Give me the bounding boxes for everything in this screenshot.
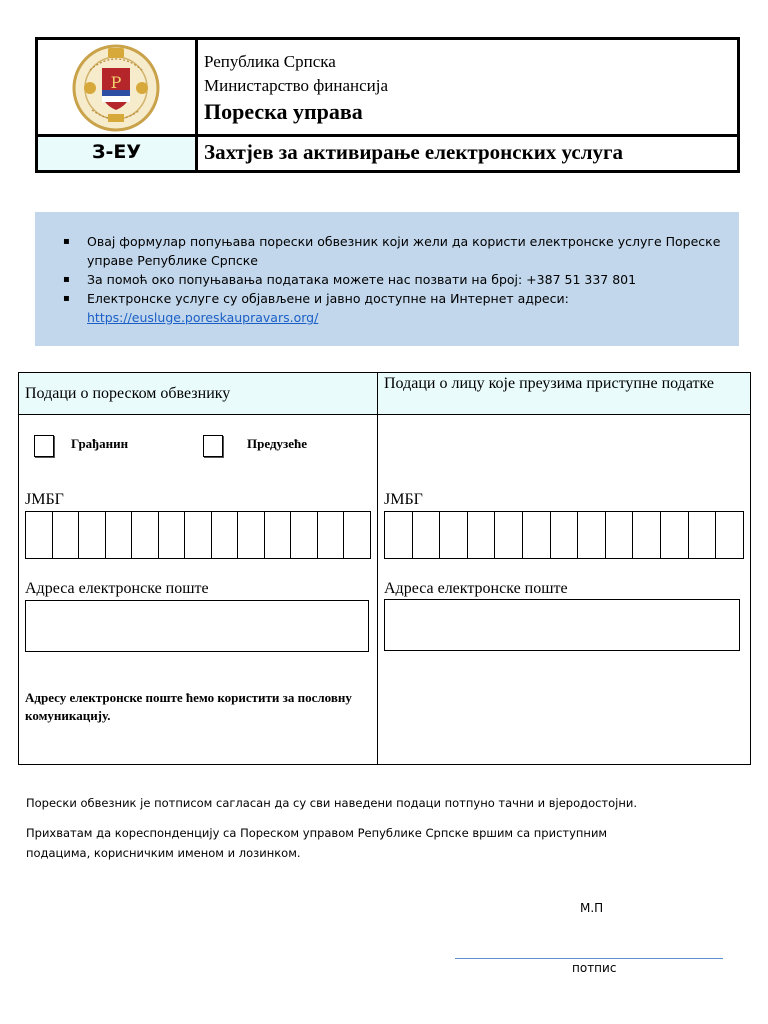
info-bullet-1-text: Овај формулар попуњава порески обвезник који жели да користи електронске услуге Пореске управе Републике Српске: [87, 234, 721, 268]
left-email-field[interactable]: [25, 600, 369, 652]
info-bullet-2-text: За помоћ око попуњавања података можете нас позвати на број: +387 51 337 801: [87, 272, 637, 287]
left-jmbg-label: ЈМБГ: [25, 491, 64, 508]
coat-of-arms-icon: [68, 40, 164, 132]
citizen-checkbox[interactable]: [34, 435, 54, 457]
data-table-header-line: [18, 414, 751, 415]
right-jmbg-input[interactable]: [384, 511, 744, 559]
data-table-column-divider: [377, 372, 378, 765]
correspondence-statement: Прихватам да кореспонденцију са Пореском управом Републике Српске вршим са приступним подацима, корисничким именом и лозинком.: [26, 826, 608, 860]
right-column-heading: Подаци о лицу које преузима приступне податке: [384, 375, 714, 392]
header-divider-vertical: [195, 37, 198, 173]
jmbg-digit-cell[interactable]: [212, 512, 239, 558]
form-title: Захтјев за активирање електронских услуга: [204, 140, 624, 164]
jmbg-digit-cell[interactable]: [159, 512, 186, 558]
jmbg-digit-cell[interactable]: [413, 512, 441, 558]
jmbg-digit-cell[interactable]: [523, 512, 551, 558]
info-bullet-1: ▪ Овај формулар попуњава порески обвезник који жели да користи електронске услуге Пореске управе Републике Српске: [63, 234, 721, 268]
signature-label: потпис: [572, 961, 617, 975]
jmbg-digit-cell[interactable]: [26, 512, 53, 558]
company-label: Предузеће: [247, 436, 308, 451]
left-jmbg-input[interactable]: [25, 511, 371, 559]
info-bullet-2: ▪ За помоћ око попуњавања података можете нас позвати на број: +387 51 337 801: [63, 272, 637, 287]
svg-text:P: P: [110, 73, 122, 92]
right-email-field[interactable]: [384, 599, 740, 651]
org-line-2: Министарство финансија: [204, 76, 389, 95]
info-bullet-3: ▪ Електронске услуге су објављене и јавно доступне на Интернет адреси: https://eusluge.poreskaupravars.org/: [63, 291, 569, 325]
left-email-label: Адреса електронске поште: [25, 580, 209, 597]
jmbg-digit-cell[interactable]: [318, 512, 345, 558]
info-list: [35, 232, 725, 327]
jmbg-digit-cell[interactable]: [661, 512, 689, 558]
jmbg-digit-cell[interactable]: [551, 512, 579, 558]
company-checkbox[interactable]: [203, 435, 223, 457]
left-column-heading: Подаци о пореском обвезнику: [25, 385, 231, 402]
jmbg-digit-cell[interactable]: [385, 512, 413, 558]
jmbg-digit-cell[interactable]: [468, 512, 496, 558]
org-line-1: Република Српска: [204, 52, 336, 71]
jmbg-digit-cell[interactable]: [132, 512, 159, 558]
jmbg-digit-cell[interactable]: [185, 512, 212, 558]
jmbg-digit-cell[interactable]: [79, 512, 106, 558]
form-code: З-ЕУ: [91, 141, 141, 163]
jmbg-digit-cell[interactable]: [53, 512, 80, 558]
stamp-placeholder-label: М.П: [580, 901, 604, 915]
signature-line: [455, 958, 723, 959]
jmbg-digit-cell[interactable]: [440, 512, 468, 558]
jmbg-digit-cell[interactable]: [606, 512, 634, 558]
jmbg-digit-cell[interactable]: [495, 512, 523, 558]
jmbg-digit-cell[interactable]: [106, 512, 133, 558]
jmbg-digit-cell[interactable]: [291, 512, 318, 558]
info-bullet-3-text: Електронске услуге су објављене и јавно доступне на Интернет адреси:: [87, 291, 569, 306]
jmbg-digit-cell[interactable]: [689, 512, 717, 558]
jmbg-digit-cell[interactable]: [344, 512, 370, 558]
org-line-3: Пореска управа: [204, 99, 363, 124]
accuracy-statement: Порески обвезник је потписом сагласан да су сви наведени подаци потпуно тачни и вјеродостојни.: [26, 796, 638, 810]
jmbg-digit-cell[interactable]: [265, 512, 292, 558]
eservices-link[interactable]: https://eusluge.poreskaupravars.org/: [87, 310, 319, 325]
jmbg-digit-cell[interactable]: [716, 512, 743, 558]
right-email-label: Адреса електронске поште: [384, 580, 568, 597]
right-jmbg-label: ЈМБГ: [384, 491, 423, 508]
email-usage-note: Адресу електронске поште ћемо користити за пословну комуникацију.: [25, 690, 352, 723]
citizen-label: Грађанин: [71, 436, 129, 451]
jmbg-digit-cell[interactable]: [238, 512, 265, 558]
jmbg-digit-cell[interactable]: [578, 512, 606, 558]
jmbg-digit-cell[interactable]: [633, 512, 661, 558]
